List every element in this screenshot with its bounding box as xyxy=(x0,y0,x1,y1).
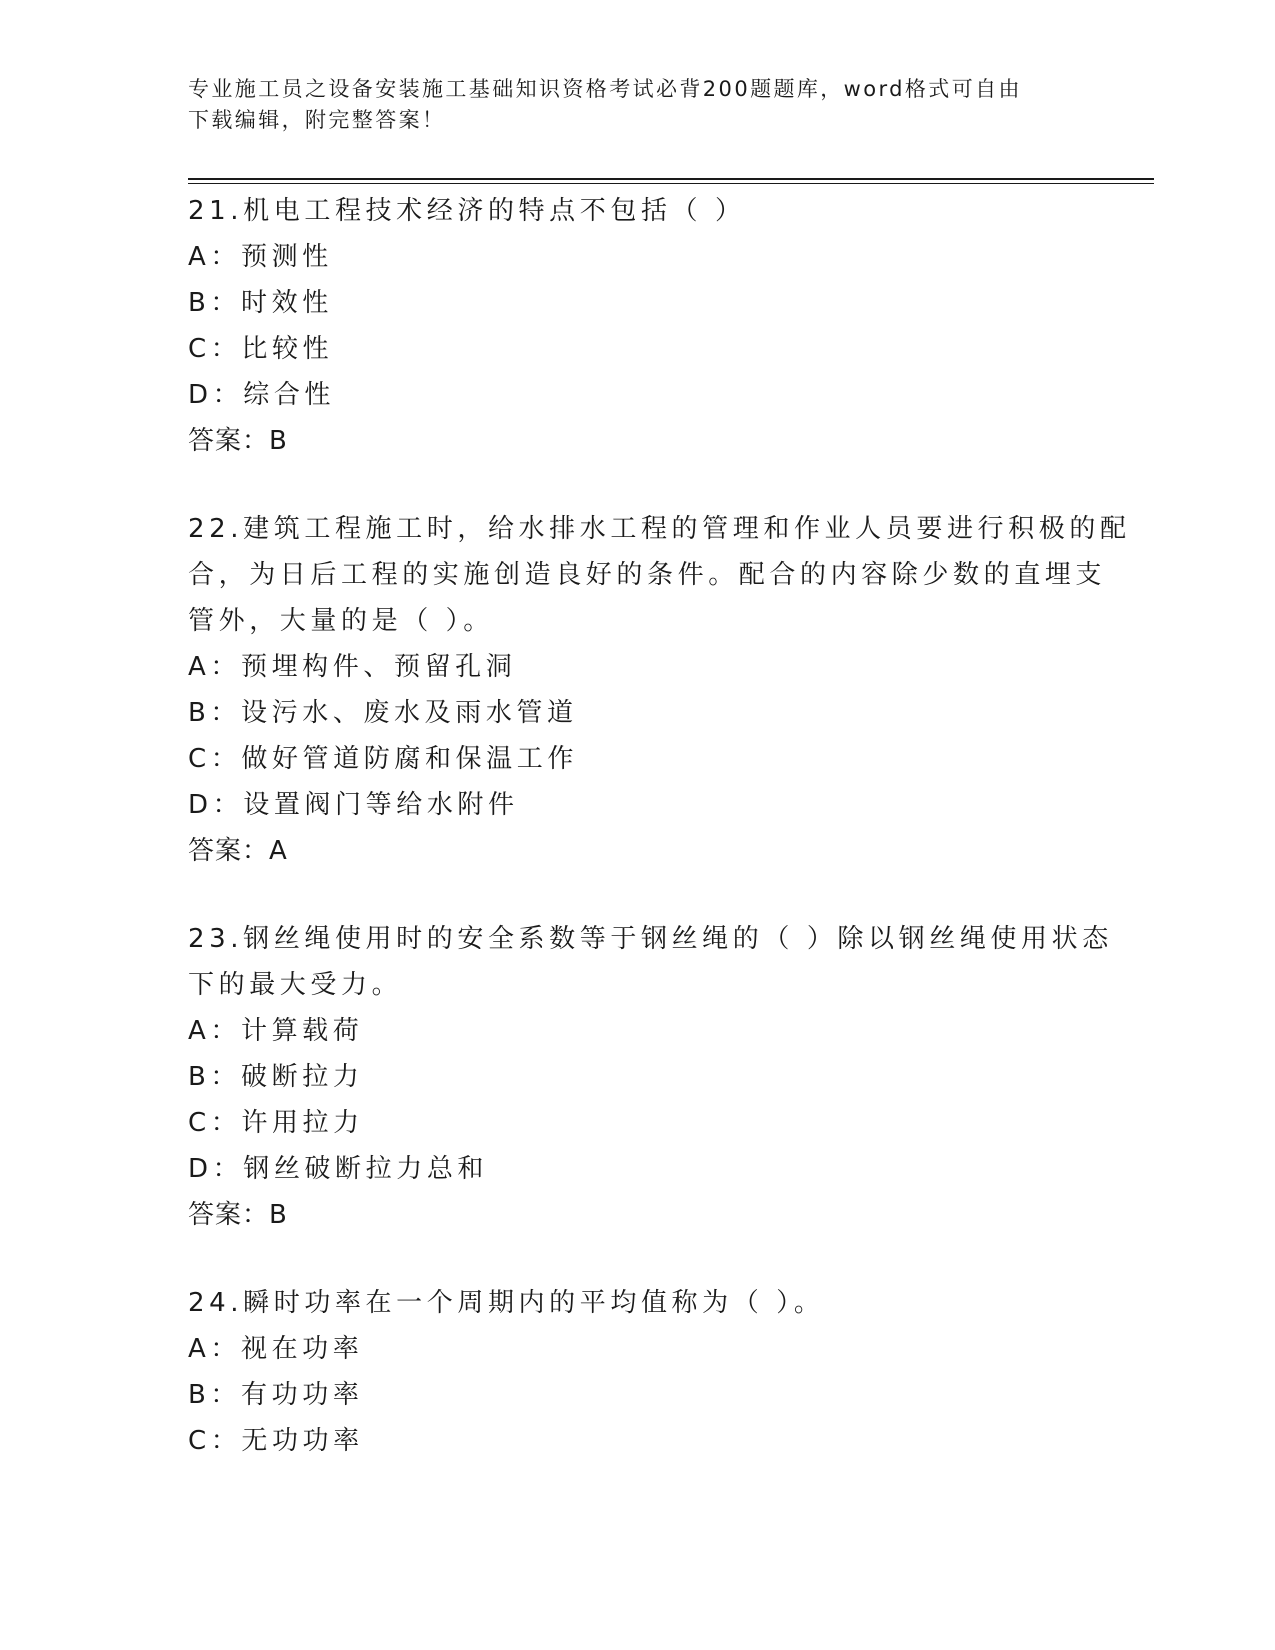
question-22 xyxy=(188,506,1131,874)
answer-line xyxy=(188,828,1088,874)
option-c: C：做好管道防腐和保温工作 xyxy=(188,744,578,774)
question-24 xyxy=(188,1280,1088,1464)
header-line-2: 下载编辑，附完整答案！ xyxy=(188,108,446,132)
stem-line: 22.建筑工程施工时，给水排水工程的管理和作业人员要进行积极的配 xyxy=(188,514,1131,544)
option-d: D：钢丝破断拉力总和 xyxy=(188,1154,489,1184)
answer-label: 答案： xyxy=(188,836,270,866)
answer-value: B xyxy=(269,1200,287,1230)
question-21 xyxy=(188,188,1088,464)
answer-line xyxy=(188,1192,1088,1238)
option-c: C：许用拉力 xyxy=(188,1108,364,1138)
stem-line: 合，为日后工程的实施创造良好的条件。配合的内容除少数的直埋支 xyxy=(188,560,1107,590)
question-list xyxy=(188,188,1131,1506)
answer-value: A xyxy=(269,836,287,866)
header-line-1: 专业施工员之设备安装施工基础知识资格考试必背200题题库，word格式可自由 xyxy=(188,77,1022,101)
option-a: A：计算载荷 xyxy=(188,1016,364,1046)
question-23 xyxy=(188,916,1113,1238)
stem-line: 23.钢丝绳使用时的安全系数等于钢丝绳的（ ）除以钢丝绳使用状态 xyxy=(188,924,1113,954)
option-b: B：破断拉力 xyxy=(188,1062,364,1092)
question-stem xyxy=(188,506,1131,644)
option-a: A：视在功率 xyxy=(188,1334,364,1364)
answer-label: 答案： xyxy=(188,426,270,456)
answer-value: B xyxy=(269,426,287,456)
option-d: D：设置阀门等给水附件 xyxy=(188,790,519,820)
question-stem xyxy=(188,188,1088,234)
stem-line: 24.瞬时功率在一个周期内的平均值称为（ ）。 xyxy=(188,1288,825,1318)
header-divider-thin xyxy=(188,183,1154,184)
stem-line: 下的最大受力。 xyxy=(188,970,403,1000)
answer-line xyxy=(188,418,1088,464)
stem-line: 21.机电工程技术经济的特点不包括（ ） xyxy=(188,196,746,226)
option-b: B：时效性 xyxy=(188,288,333,318)
question-stem xyxy=(188,916,1113,1008)
header-divider-thick xyxy=(188,178,1154,180)
option-b: B：有功功率 xyxy=(188,1380,364,1410)
stem-line: 管外，大量的是（ ）。 xyxy=(188,606,494,636)
option-b: B：设污水、废水及雨水管道 xyxy=(188,698,578,728)
option-a: A：预测性 xyxy=(188,242,333,272)
option-d: D：综合性 xyxy=(188,380,336,410)
option-c: C：无功功率 xyxy=(188,1426,364,1456)
option-a: A：预埋构件、预留孔洞 xyxy=(188,652,517,682)
answer-label: 答案： xyxy=(188,1200,270,1230)
document-header xyxy=(188,74,1088,136)
question-stem xyxy=(188,1280,1088,1326)
option-c: C：比较性 xyxy=(188,334,334,364)
